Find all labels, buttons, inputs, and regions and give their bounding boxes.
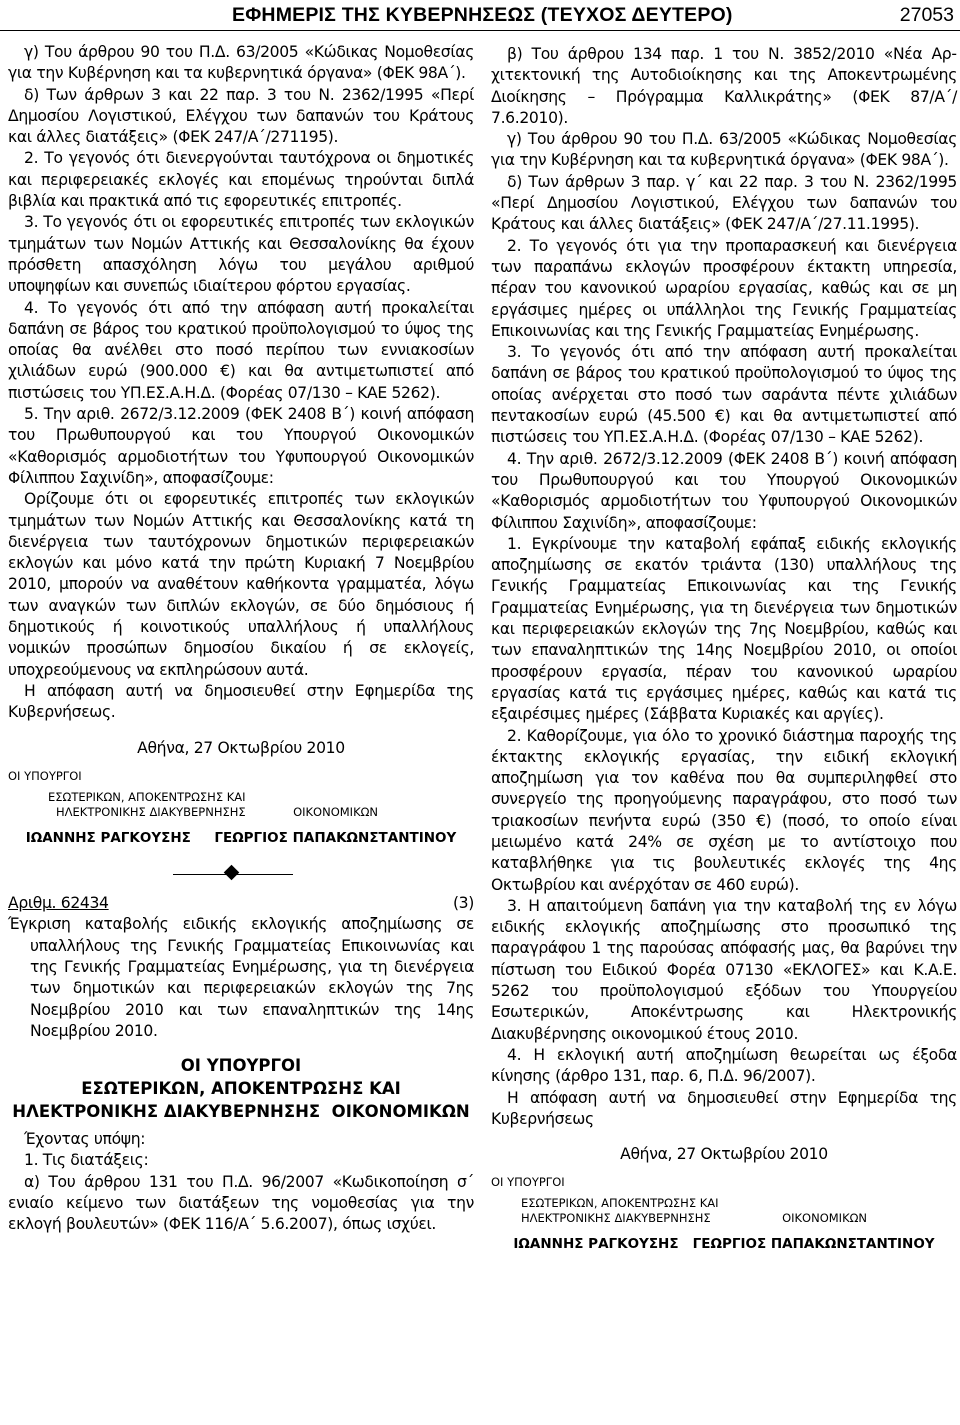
ministers-label: ΟΙ ΥΠΟΥΡΓΟΙ [491, 1175, 565, 1190]
minister-title: ΗΛΕΚΤΡΟΝΙΚΗΣ ΔΙΑΚΥΒΕΡΝΗΣΗΣ [56, 804, 246, 819]
paragraph: 3. Το γεγονός ότι από την απόφαση αυτή προκαλείται δαπάνη σε βάρος του κρατικού προϋπολογισμού το ύψος της οποίας ανέρχεται στο ποσό των σαράντα πέντε χιλιάδων πεντακοσίων ευρώ (45.500 €) και θα αντιμετωπιστεί από πιστώσεις του ΥΠ.ΕΣ.Α.Η.Δ. (Φορέας 07/130 – ΚΑΕ 5262). [491, 343, 957, 447]
paragraph: 1. Τις διατάξεις: [24, 1151, 149, 1170]
paragraph: α) Του άρθρου 131 του Π.Δ. 96/2007 «Κωδικοποίηση σ΄ ενιαίο κείμενο των διατάξεων της νομοθεσίας για την εκλογή βουλευτών» (ΦΕΚ 116/Α΄ 5.6.2007), όπως ισχύει. [8, 1172, 474, 1234]
minister-title: ΕΣΩΤΕΡΙΚΩΝ, ΑΠΟΚΕΝΤΡΩΣΗΣ ΚΑΙ [521, 1196, 719, 1211]
signing-date: Αθήνα, 27 Οκτωβρίου 2010 [620, 1145, 828, 1164]
paragraph: 1. Εγκρίνουμε την καταβολή εφάπαξ ειδικής εκλογικής αποζημίωσης σε εκατόν τριάντα (130) υπαλλήλους της Γενικής Γραμματείας Επικοινωνίας και της Γενικής Γραμματείας Ενημέρωσης, για τη διενέργεια των δημοτικών και περιφερειακών εκλογών της 7ης Νοεμβρίου, καθώς και των επαναληπτικών της 14ης Νοεμβρίου 2010, οι οποίοι προσφέρουν εργασία, πέραν του κανονικού ωραρίου εργασίας κατά τις εργάσιμες ημέρες, καθώς και κατά τις εξαιρέσιμες ημέρες (Σάββατα Κυριακές και αργίες). [491, 534, 957, 724]
signatures: ΙΩΑΝΝΗΣ ΡΑΓΚΟΥΣΗΣ ΓΕΩΡΓΙΟΣ ΠΑΠΑΚΩΝΣΤΑΝΤΙΝΟΥ [513, 1236, 935, 1253]
authority-line: ΕΣΩΤΕΡΙΚΩΝ, ΑΠΟΚΕΝΤΡΩΣΗΣ ΚΑΙ [81, 1079, 401, 1099]
separator [8, 861, 474, 889]
ministers-label: ΟΙ ΥΠΟΥΡΓΟΙ [8, 768, 82, 783]
minister-titles-row [8, 805, 474, 820]
paragraph: δ) Των άρθρων 3 και 22 παρ. 3 του Ν. 2362/1995 «Περί Δημοσίου Λογιστικού, Ελέγχου των δαπανών του Κράτους και άλλες διατάξεις» (ΦΕΚ 247/Α΄/271195). [8, 85, 474, 147]
gazette-title: ΕΦΗΜΕΡΙΣ ΤΗΣ ΚΥΒΕΡΝΗΣΕΩΣ (ΤΕΥΧΟΣ ΔΕΥΤΕΡΟ) [232, 4, 733, 26]
left-column [8, 42, 474, 1236]
right-column [491, 44, 957, 1256]
authority-line: ΟΙ ΥΠΟΥΡΓΟΙ [180, 1056, 302, 1076]
minister-title: ΗΛΕΚΤΡΟΝΙΚΗΣ ΔΙΑΚΥΒΕΡΝΗΣΗΣ [521, 1211, 711, 1226]
paragraph: Έχοντας υπόψη: [24, 1130, 146, 1149]
paragraph: 2. Καθορίζουμε, για όλο το χρονικό διάστημα παροχής της έκτακτης εκλογικής εργασίας, την ειδική εκλογική αποζημίωση για τον καθένα που θα συμπεριληφθεί στο συνεργείο της προηγούμενης παραγράφου, στο ποσό των τριακοσίων πενήντα ευρώ (350 €) (ποσό, το οποίο είναι μειωμένο κατά 24% σε σχέση με το αντίστοιχο που καταβλήθηκε για τις βουλευτικές εκλογές της 4ης Οκτωβρίου και ανέρχόταν σε 460 ευρώ). [491, 726, 957, 894]
authority-line: ΗΛΕΚΤΡΟΝΙΚΗΣ ΔΙΑΚΥΒΕΡΝΗΣΗΣ ΟΙΚΟΝΟΜΙΚΩΝ [12, 1102, 470, 1122]
paragraph: 2. Το γεγονός ότι για την προπαρασκευή και διενέργεια των παραπάνω εκλογών προσφέρουν έκτακτη υπηρεσία, πέραν του κανονικού ωραρίου εργασίας, καθώς και σε μη εργάσιμες ημέρες οι υπάλληλοι της Γενικής Γραμματείας Επικοινωνίας και της Γενικής Γραμματείας Ενημέρωσης. [491, 236, 957, 340]
paragraph: Η απόφαση αυτή να δημοσιευθεί στην Εφημερίδα της Κυβερνήσεως. [8, 681, 474, 722]
minister-titles-row [491, 1211, 957, 1226]
paragraph: δ) Των άρθρων 3 παρ. γ΄ και 22 παρ. 3 του Ν. 2362/1995 «Περί Δημοσίου Λογιστικού, Ελέγχου των δαπανών του Κράτους και άλλες διατάξεις» (ΦΕΚ 247/Α΄/27.11.1995). [491, 172, 957, 234]
paragraph: 4. Την αριθ. 2672/3.12.2009 (ΦΕΚ 2408 Β΄) κοινή απόφαση του Πρωθυπουργού και του Υπουργού Οικονομικών «Καθορισμός αρμοδιοτήτων του Υφυπουργού Οικονομικών Φίλιππου Σαχινίδη», αποφασίζουμε: [491, 449, 957, 532]
decision-title: Έγκριση καταβολής ειδικής εκλογικής αποζημίωσης σε υπαλλήλους της Γενικής Γραμματείας Επικοινωνίας και της Γενικής Γραμματείας Ενημέρωσης, για τη διενέργεια των δημοτικών και περιφερειακών εκλογών της 7ης Νοεμβρίου 2010 και των επαναληπτικών της 14ης Νοεμβρίου 2010. [8, 915, 474, 1040]
paragraph: 3. Η απαιτούμενη δαπάνη για την καταβολή της εν λόγω ειδικής εκλογικής αποζημίωσης στο προσωπικό της παραγράφου 1 της παρούσας απόφασής μας, θα βαρύνει την πίστωση του Ειδικού Φορέα 07130 «ΕΚΛΟΓΕΣ» και Κ.Α.Ε. 5262 του προϋπολογισμού εξόδων του Υπουργείου Εσωτερικών, Αποκέντρωσης και Ηλεκτρονικής Διακυβέρνησης οικονομικού έτους 2010. [491, 896, 957, 1043]
decision-header [8, 893, 474, 914]
page-number: 27053 [899, 4, 954, 26]
page-header [0, 0, 960, 36]
paragraph: γ) Του άρθρου 90 του Π.Δ. 63/2005 «Κώδικας Νομοθεσίας για την Κυβέρνηση και τα κυβερνητικά όργανα» (ΦΕΚ 98Α΄). [491, 130, 957, 170]
paragraph: γ) Του άρθρου 90 του Π.Δ. 63/2005 «Κώδικας Νομοθεσίας για την Κυβέρνηση και τα κυβερνητικά όργανα» (ΦΕΚ 98Α΄). [8, 43, 474, 83]
paragraph: β) Του άρθρου 134 παρ. 1 του Ν. 3852/2010 «Νέα Αρχιτεκτονική της Αυτοδιοίκησης και της Αποκεντρωμένης Διοίκησης – Πρόγραμμα Καλλικράτης» (ΦΕΚ 87/Α΄/ 7.6.2010). [491, 45, 957, 127]
paragraph: 5. Την αριθ. 2672/3.12.2009 (ΦΕΚ 2408 Β΄) κοινή απόφαση του Πρωθυπουργού και του Υπουργού Οικονομικών «Καθορισμός αρμοδιοτήτων του Υφυπουργού Οικονομικών Φίλιππου Σαχινίδη», αποφασίζουμε: [8, 405, 474, 487]
paragraph: 4. Το γεγονός ότι από την απόφαση αυτή προκαλείται δαπάνη σε βάρος του κρατικού προϋπολογισμού το ύψος της οποίας θα ανέλθει στο ποσό περίπου των εννιακοσίων χιλιάδων ευρώ (900.000 €) και θα αντιμετωπιστεί από πιστώσεις του ΥΠ.ΕΣ.Α.Η.Δ. (Φορέας 07/130 – ΚΑΕ 5262). [8, 298, 474, 402]
decision-number: Αριθμ. 62434 [8, 894, 109, 913]
paragraph: 4. Η εκλογική αυτή αποζημίωση θεωρείται ως έξοδα κίνησης (άρθρο 131, παρ. 6, Π.Δ. 96/2007). [491, 1045, 957, 1086]
signatures: ΙΩΑΝΝΗΣ ΡΑΓΚΟΥΣΗΣ ΓΕΩΡΓΙΟΣ ΠΑΠΑΚΩΝΣΤΑΝΤΙΝΟΥ [25, 829, 457, 846]
minister-title: ΕΣΩΤΕΡΙΚΩΝ, ΑΠΟΚΕΝΤΡΩΣΗΣ ΚΑΙ [48, 789, 246, 804]
minister-title: ΟΙΚΟΝΟΜΙΚΩΝ [782, 1211, 867, 1226]
minister-title: ΟΙΚΟΝΟΜΙΚΩΝ [293, 804, 378, 819]
signing-date: Αθήνα, 27 Οκτωβρίου 2010 [137, 738, 345, 757]
paragraph: 3. Το γεγονός ότι οι εφορευτικές επιτροπές των εκλογικών τμημάτων των Νομών Αττικής και Θεσσαλονίκης θα έχουν πρόσθετη απασχόληση λόγω του μεγάλου αριθμού υποψηφίων και συνεπώς ιδιαίτερου φόρτου εργασίας. [8, 213, 474, 296]
diamond-icon [224, 865, 240, 881]
paragraph: 2. Το γεγονός ότι διενεργούνται ταυτόχρονα οι δημοτικές και περιφερειακές εκλογές και επομένως τηρούνται διπλά βιβλία και πρακτικά από τις εφορευτικές επιτροπές. [8, 149, 474, 211]
paragraph: Η απόφαση αυτή να δημοσιευθεί στην Εφημερίδα της Κυβερνήσεως [491, 1088, 957, 1128]
header-rule [0, 30, 960, 31]
decision-index: (3) [452, 894, 474, 913]
decision-authority [8, 1054, 474, 1123]
paragraph: Ορίζουμε ότι οι εφορευτικές επιτροπές των εκλογικών τμημάτων των Νομών Αττικής και Θεσσαλονίκης κατά τη διενέργεια των ταυτόχρονων δημοτικών περιφερειακών εκλογών και μόνο κατά την πρώτη Κυριακή 7 Νοεμβρίου 2010, μπορούν να αναθέτουν καθήκοντα γραμματέα, λόγω των αναγκών των διπλών εκλογών, σε δύο δημόσιους ή δημοτικούς ή κοινοτικούς υπαλλήλους ή υπαλλήλους νομικών προσώπων δημοσίου δικαίου ή σε εκλογείς, υποχρεούμενους να εκπληρώσουν αυτά. [8, 490, 474, 679]
